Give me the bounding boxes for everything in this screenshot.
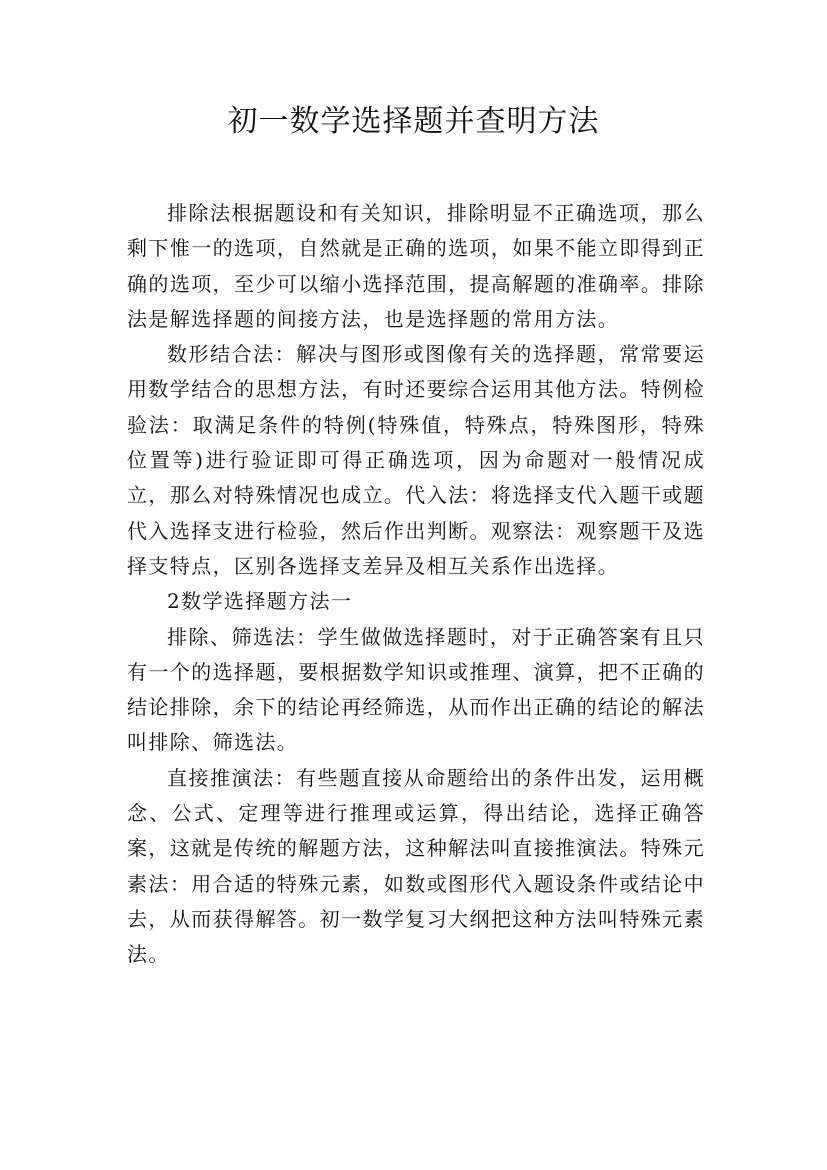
document-title: 初一数学选择题并查明方法 (227, 104, 600, 139)
paragraph-elimination-method: 排除法根据题设和有关知识，排除明显不正确选项，那么剩下惟一的选项，自然就是正确的选项，如果不能立即得到正确的选项，至少可以缩小选择范围，提高解题的准确率。排除法是解选择题的间接方法，也是选择题的常用方法。 (127, 201, 705, 331)
paragraph-screening-method: 排除、筛选法：学生做做选择题时，对于正确答案有且只有一个的选择题，要根据数学知识或推理、演算，把不正确的结论排除，余下的结论再经筛选，从而作出正确的结论的解法叫排除、筛选法。 (127, 624, 705, 755)
paragraph-direct-deduction-method: 直接推演法：有些题直接从命题给出的条件出发，运用概念、公式、定理等进行推理或运算，得出结论，选择正确答案，这就是传统的解题方法，这种解法叫直接推演法。特殊元素法：用合适的特殊元素，如数或图形代入题设条件或结论中去，从而获得解答。初一数学复习大纲把这种方法叫特殊元素法。 (127, 765, 705, 967)
document-body (127, 196, 705, 973)
section-heading-method-one: 2数学选择题方法一 (167, 589, 353, 614)
paragraph-number-shape-method: 数形结合法：解决与图形或图像有关的选择题，常常要运用数学结合的思想方法，有时还要综合运用其他方法。特例检验法：取满足条件的特例(特殊值，特殊点，特殊图形，特殊位置等)进行验证即可得正确选项，因为命题对一般情况成立，那么对特殊情况也成立。代入法：将选择支代入题干或题代入选择支进行检验，然后作出判断。观察法：观察题干及选择支特点，区别各选择支差异及相互关系作出选择。 (127, 342, 705, 578)
